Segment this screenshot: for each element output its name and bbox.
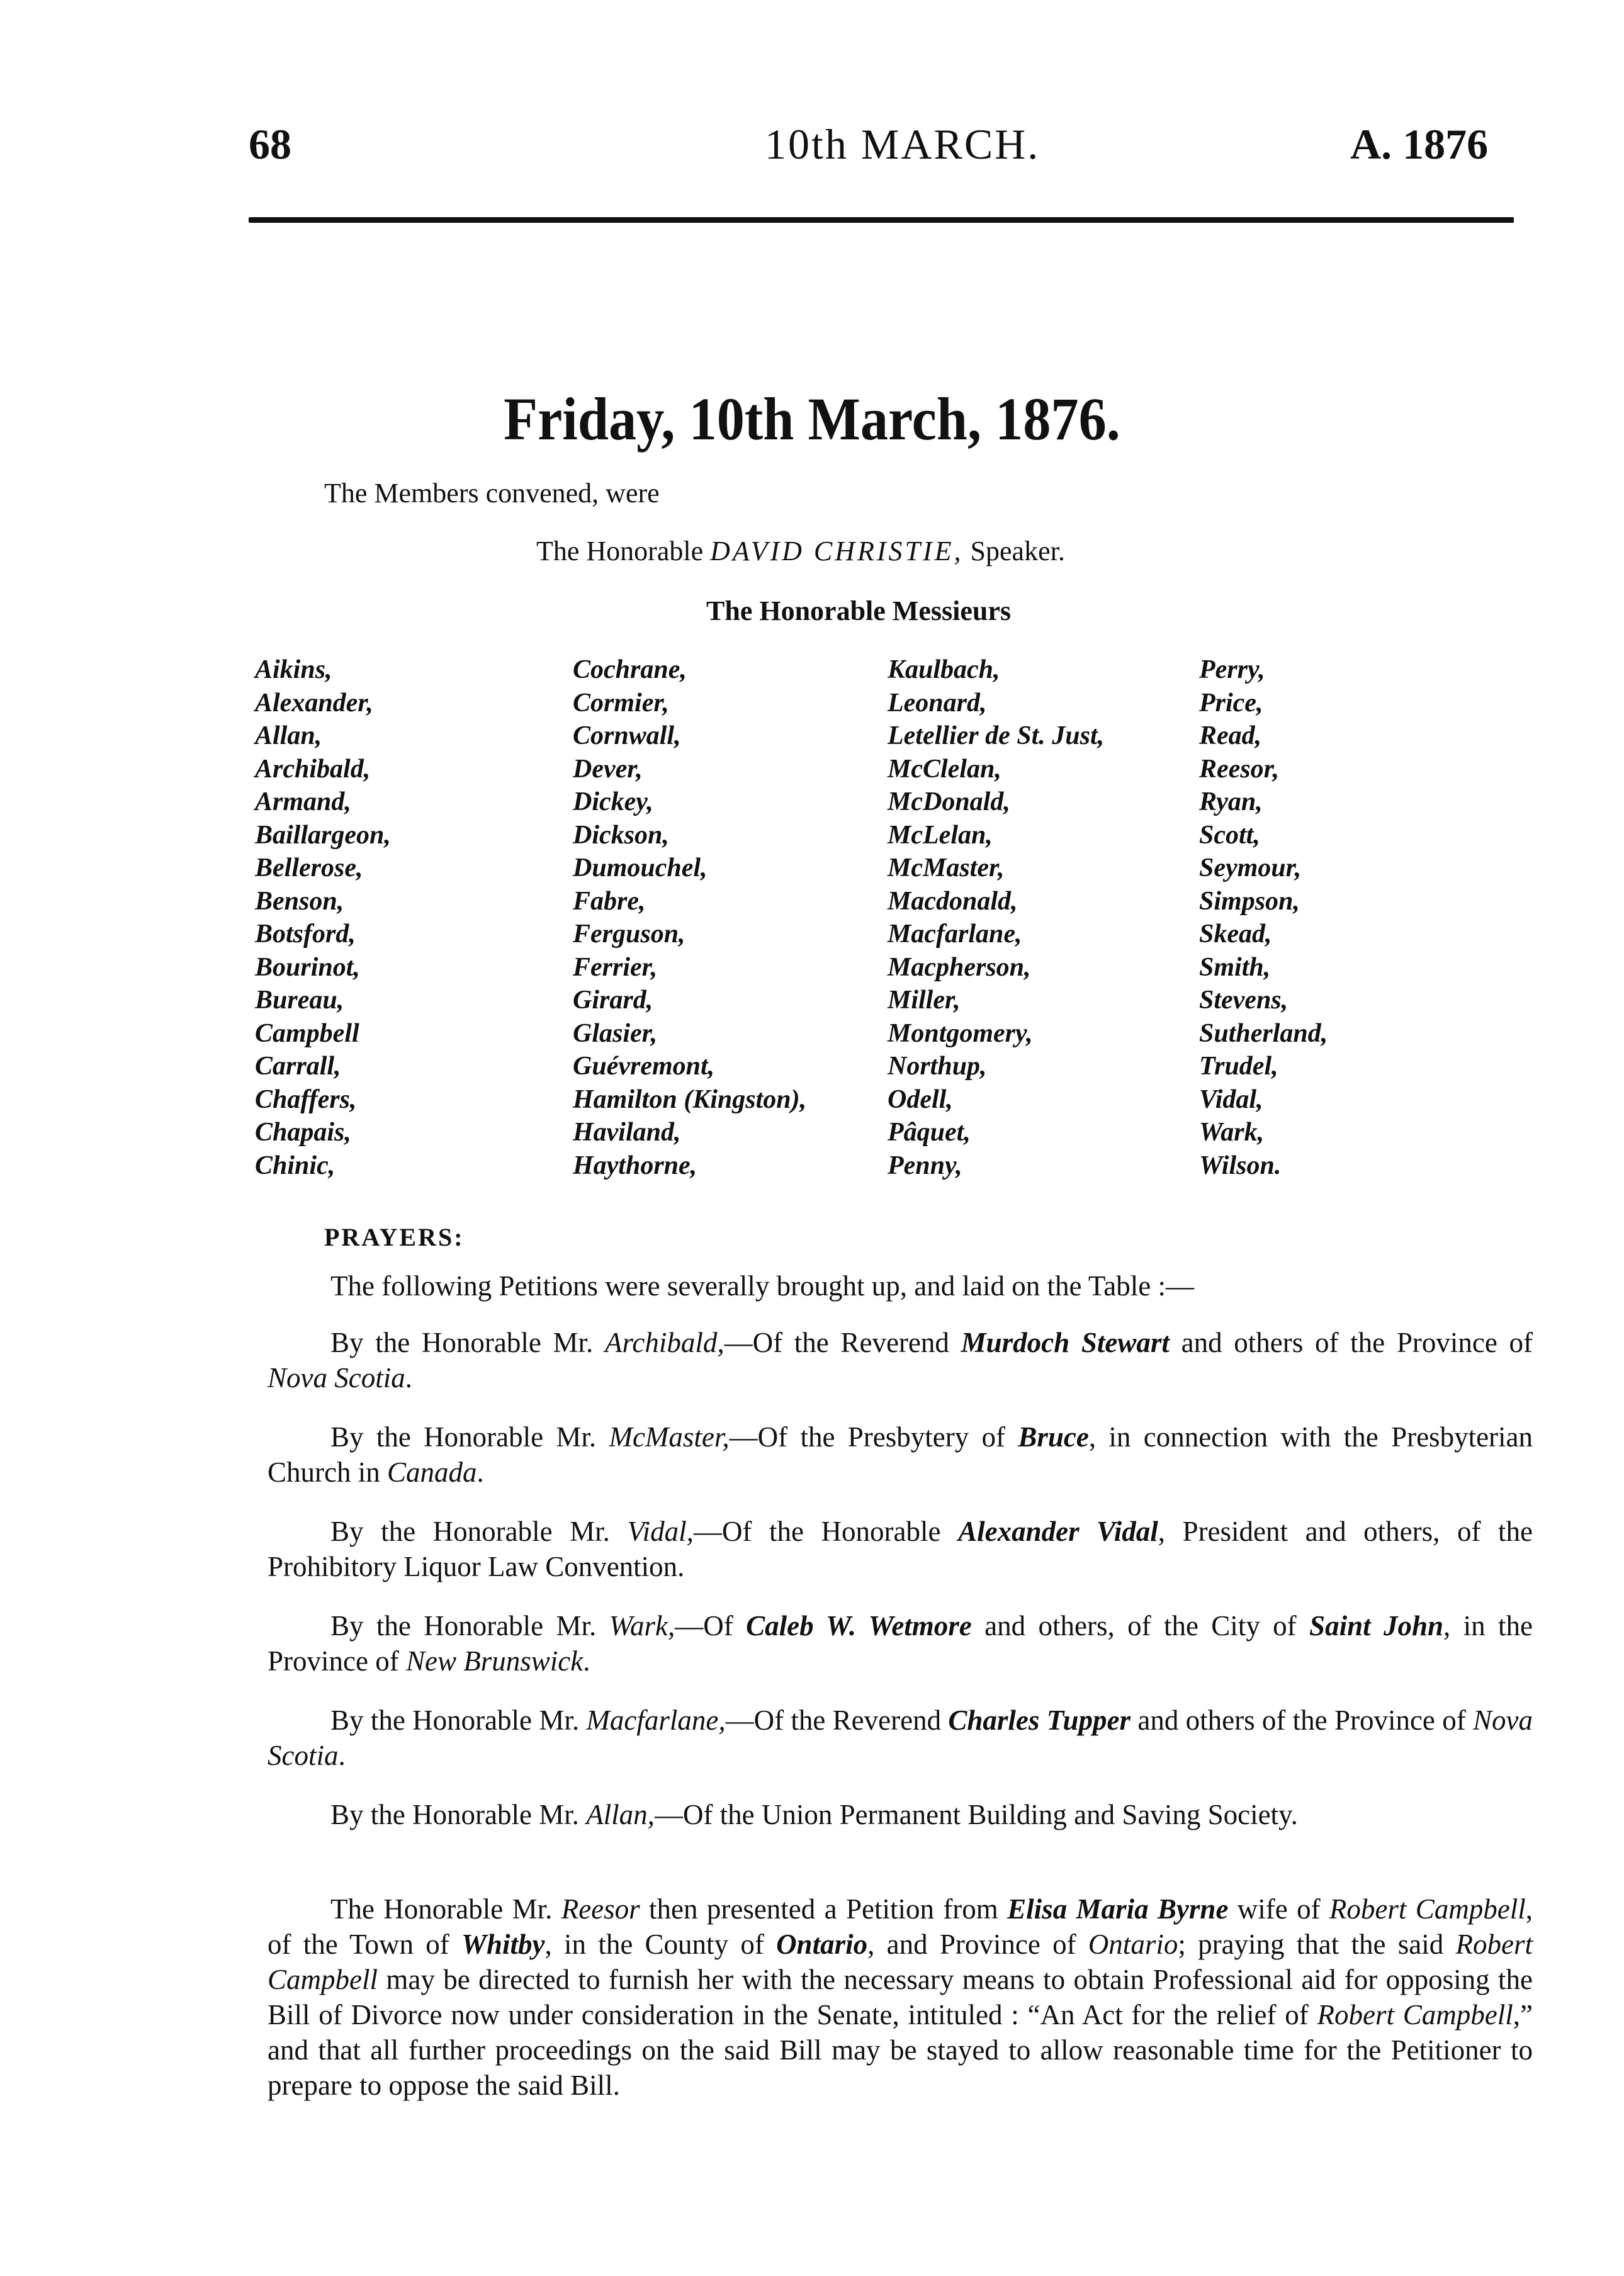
member-name: McClelan, (888, 754, 1001, 784)
member-name: Macfarlane, (586, 1704, 726, 1736)
member-name: Cochrane, (573, 655, 687, 684)
member-name: Dickson, (573, 820, 669, 850)
petition-text: then presented a Petition from (640, 1893, 1008, 1925)
petition-text: , in the County of (544, 1929, 777, 1960)
member-name: Fabre, (573, 886, 646, 916)
petition-text: The Honorable Mr. (330, 1893, 561, 1925)
member-name: Allan, (586, 1799, 655, 1830)
member-name: Trudel, (1199, 1052, 1278, 1081)
speaker-name: DAVID CHRISTIE, (710, 536, 964, 566)
petition-text: ,” and that all further proceedings on the said Bill may be stayed to allow reasonable time for the Petitioner to prepare to oppose the said Bill. (268, 1999, 1533, 2101)
member-name: Simpson, (1199, 886, 1300, 916)
member-name: Baillargeon, (255, 820, 391, 850)
petition-text: —Of the Union Permanent Building and Saving Society. (654, 1799, 1298, 1830)
petition-text: By the Honorable Mr. (330, 1327, 606, 1358)
petition-text: and others of the Province of (1169, 1327, 1533, 1358)
place-name: Ontario (1088, 1929, 1178, 1960)
member-name: Smith, (1199, 952, 1271, 982)
petition-text: —Of (675, 1610, 747, 1642)
petition-text: may be directed to furnish her with the necessary means to obtain Professional aid for opposing the Bill of Divorce now under consideration in the Senate, intituled : “An Act for the relief of (268, 1964, 1533, 2031)
speaker-prefix: The Honorable (536, 536, 704, 566)
member-name: Bourinot, (255, 952, 360, 982)
member-name: Alexander, (255, 688, 373, 718)
member-name: Ferguson, (573, 920, 685, 949)
petition-text: wife of (1228, 1893, 1329, 1925)
place-name: Bruce (1018, 1421, 1089, 1453)
petition-text: , of the Town of (268, 1893, 1533, 1960)
place-name: Nova Scotia (268, 1704, 1533, 1771)
petition-text: . (476, 1456, 484, 1488)
petition-text: , in connection with the Presbyterian Church in (268, 1421, 1533, 1488)
petition-text: . (405, 1362, 412, 1394)
member-name: Aikins, (255, 655, 332, 684)
petition-text: , President and others, of the Prohibitory Liquor Law Convention. (268, 1516, 1533, 1582)
running-header-year: A. 1876 (1350, 120, 1489, 168)
member-name: Ferrier, (573, 952, 658, 982)
member-name: Glasier, (573, 1018, 658, 1048)
place-name: Whitby (461, 1929, 545, 1960)
prayers-heading: PRAYERS: (324, 1223, 465, 1251)
member-name: Kaulbach, (888, 655, 1000, 684)
petitioner-name: Charles Tupper (948, 1704, 1131, 1736)
place-name: Canada (386, 1456, 477, 1488)
messieurs-heading: The Honorable Messieurs (706, 595, 1011, 626)
page-number: 68 (249, 120, 291, 168)
petition-wark (268, 1608, 1533, 1679)
member-name: Cormier, (573, 688, 669, 718)
member-name: McLelan, (888, 820, 993, 850)
petition-text: By the Honorable Mr. (330, 1704, 587, 1736)
member-name: McMaster, (609, 1421, 730, 1453)
member-name: Ryan, (1199, 787, 1263, 816)
petition-text: —Of the Presbytery of (729, 1421, 1018, 1453)
speaker-line (536, 535, 1065, 567)
member-name: Allan, (255, 721, 322, 750)
petition-text: . (338, 1740, 346, 1771)
members-column-1 (255, 653, 391, 1182)
member-name: Hamilton (Kingston), (573, 1084, 807, 1114)
member-name: Seymour, (1199, 854, 1302, 882)
member-name: Chapais, (255, 1118, 351, 1147)
member-name: Dickey, (573, 787, 653, 816)
member-name: Price, (1199, 688, 1263, 718)
petition-allan (268, 1797, 1533, 1832)
member-name: Reesor (561, 1893, 640, 1925)
member-name: Wark, (609, 1610, 675, 1642)
petition-text: ; praying that the said (1178, 1929, 1456, 1960)
petition-text: , and Province of (867, 1929, 1088, 1960)
member-name: Armand, (255, 787, 351, 816)
member-name: Reesor, (1199, 754, 1280, 784)
member-name: Read, (1199, 721, 1262, 750)
members-convened-line: The Members convened, were (324, 478, 660, 509)
person-name: Robert Campbell (1329, 1893, 1526, 1925)
member-name: Haviland, (573, 1118, 681, 1147)
place-name: Nova Scotia (268, 1362, 405, 1394)
petition-text: By the Honorable Mr. (330, 1610, 609, 1642)
member-name: Bellerose, (255, 854, 363, 882)
member-name: Stevens, (1199, 986, 1288, 1015)
petition-text: By the Honorable Mr. (330, 1516, 628, 1547)
petition-text: and others of the Province of (1131, 1704, 1473, 1736)
members-column-3 (888, 653, 1104, 1182)
member-name: Macfarlane, (888, 920, 1022, 949)
petition-text: —Of the Reverend (725, 1704, 949, 1736)
petition-vidal (268, 1514, 1533, 1584)
petitioner-name: Murdoch Stewart (961, 1327, 1170, 1358)
member-name: Perry, (1199, 655, 1265, 684)
place-name: New Brunswick (405, 1645, 584, 1677)
petition-text: , in the Province of (268, 1610, 1533, 1677)
member-name: McMaster, (888, 854, 1005, 882)
petitioner-name: Elisa Maria Byrne (1007, 1893, 1229, 1925)
member-name: Haythorne, (573, 1151, 697, 1180)
member-name: Macdonald, (888, 886, 1018, 916)
petitioner-name: Caleb W. Wetmore (746, 1610, 972, 1642)
member-name: Chinic, (255, 1151, 336, 1180)
member-name: Skead, (1199, 920, 1272, 949)
member-name: Montgomery, (888, 1018, 1033, 1048)
member-name: Wilson. (1199, 1151, 1282, 1180)
member-name: Dever, (573, 754, 643, 784)
member-name: Dumouchel, (573, 854, 708, 882)
person-name: Robert Campbell (268, 1929, 1533, 1995)
header-rule (249, 217, 1514, 223)
member-name: Botsford, (255, 920, 356, 949)
petition-macfarlane (268, 1703, 1533, 1773)
member-name: Carrall, (255, 1052, 341, 1081)
page-title: Friday, 10th March, 1876. (504, 385, 1120, 453)
member-name: Penny, (888, 1151, 962, 1180)
member-name: Cornwall, (573, 721, 681, 750)
petition-text: By the Honorable Mr. (330, 1421, 609, 1453)
members-column-2 (573, 653, 806, 1182)
member-name: Benson, (255, 886, 344, 916)
petition-text: —Of the Honorable (693, 1516, 959, 1547)
speaker-title: Speaker. (970, 536, 1065, 566)
member-name: Macpherson, (888, 952, 1031, 982)
petition-archibald (268, 1325, 1533, 1395)
petition-text: —Of the Reverend (724, 1327, 961, 1358)
member-name: Guévremont, (573, 1052, 715, 1081)
members-column-4 (1199, 653, 1328, 1182)
petitions-intro: The following Petitions were severally brought up, and laid on the Table :— (330, 1270, 1194, 1302)
member-name: McDonald, (888, 787, 1010, 816)
petitioner-name: Alexander Vidal (958, 1516, 1158, 1547)
member-name: Scott, (1199, 820, 1260, 850)
petition-text: and others, of the City of (971, 1610, 1310, 1642)
member-name: Pâquet, (888, 1118, 971, 1147)
member-name: Chaffers, (255, 1084, 357, 1114)
member-name: Sutherland, (1199, 1018, 1328, 1048)
member-name: Vidal, (1199, 1084, 1263, 1114)
petition-mcmaster (268, 1419, 1533, 1490)
person-name: Robert Campbell (1317, 1999, 1513, 2031)
member-name: Wark, (1199, 1118, 1265, 1147)
place-name: Saint John (1309, 1610, 1444, 1642)
member-name: Vidal, (627, 1516, 694, 1547)
member-name: Letellier de St. Just, (888, 721, 1105, 750)
member-name: Campbell (255, 1018, 359, 1048)
member-name: Northup, (888, 1052, 987, 1081)
place-name: Ontario (776, 1929, 868, 1960)
running-header-date: 10th MARCH. (765, 120, 1040, 168)
petition-text: By the Honorable Mr. (330, 1799, 587, 1830)
petition-reesor (268, 1891, 1533, 2103)
member-name: Bureau, (255, 986, 344, 1015)
member-name: Miller, (888, 986, 961, 1015)
member-name: Leonard, (888, 688, 987, 718)
member-name: Odell, (888, 1084, 953, 1114)
petition-text: . (583, 1645, 590, 1677)
member-name: Archibald, (255, 754, 371, 784)
member-name: Archibald, (605, 1327, 725, 1358)
member-name: Girard, (573, 986, 653, 1015)
